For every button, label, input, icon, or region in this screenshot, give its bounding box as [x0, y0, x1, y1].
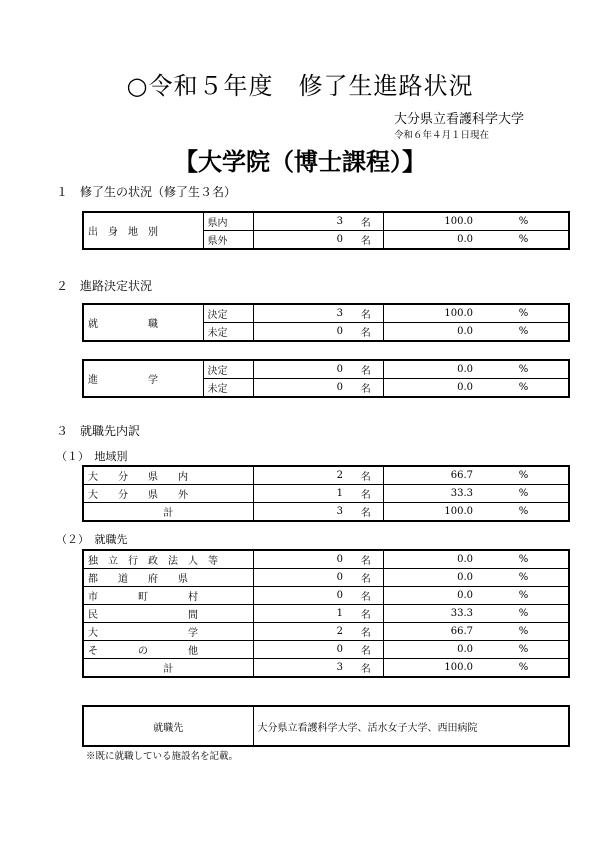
employer-row-label: 大 学: [83, 623, 253, 641]
region-count: 2: [253, 466, 349, 485]
employer-unit: 名: [349, 605, 383, 623]
employer-pct-unit: %: [479, 641, 569, 659]
origin-group-label: 出 身 地 別: [83, 212, 203, 249]
employer-pct: 0.0: [383, 587, 479, 605]
employer-pct: 33.3: [383, 605, 479, 623]
region-total-count: 3: [253, 503, 349, 522]
organization-name: 大分県立看護科学大学: [394, 112, 525, 127]
employer-count: 1: [253, 605, 349, 623]
employer-row-label: そ の 他: [83, 641, 253, 659]
employer-names-value: 大分県立看護科学大学、活水女子大学、西田病院: [253, 706, 569, 746]
region-pct-unit: %: [479, 466, 569, 485]
section2-title: ２ 進路決定状況: [56, 279, 153, 293]
region-total-label: 計: [83, 503, 253, 522]
footnote: ※既に就職している施設名を記載。: [86, 751, 239, 762]
employer-total-count: 3: [253, 659, 349, 678]
origin-unit: 名: [349, 231, 383, 250]
origin-count: 0: [253, 231, 349, 250]
employer-unit: 名: [349, 550, 383, 569]
employment-group-label: 就 職: [83, 304, 203, 341]
employment-table: [82, 303, 570, 342]
region-count: 1: [253, 485, 349, 503]
employment-count: 0: [253, 323, 349, 342]
employer-pct: 0.0: [383, 641, 479, 659]
employer-count: 0: [253, 641, 349, 659]
employer-total-label: 計: [83, 659, 253, 678]
employer-total-pct: 100.0: [383, 659, 479, 678]
further-study-unit: 名: [349, 360, 383, 379]
employer-count: 0: [253, 587, 349, 605]
employment-pct-unit: %: [479, 323, 569, 342]
further-study-pct-unit: %: [479, 379, 569, 398]
employer-pct: 66.7: [383, 623, 479, 641]
further-study-group-label: 進 学: [83, 360, 203, 397]
region-unit: 名: [349, 485, 383, 503]
employer-count: 0: [253, 569, 349, 587]
origin-pct-unit: %: [479, 212, 569, 231]
region-row-label: 大 分 県 内: [83, 466, 253, 485]
employer-pct-unit: %: [479, 623, 569, 641]
employer-subtitle: （２） 就職先: [56, 533, 128, 546]
origin-pct: 100.0: [383, 212, 479, 231]
program-heading: 【大学院（博士課程）】: [174, 148, 426, 176]
employer-pct-unit: %: [479, 550, 569, 569]
employer-unit: 名: [349, 641, 383, 659]
section1-title: １ 修了生の状況（修了生３名）: [56, 185, 237, 199]
employer-pct-unit: %: [479, 587, 569, 605]
further-study-count: 0: [253, 379, 349, 398]
employer-names-table: [82, 705, 570, 747]
employer-pct: 0.0: [383, 569, 479, 587]
employment-pct: 100.0: [383, 304, 479, 323]
origin-table: [82, 211, 570, 250]
origin-unit: 名: [349, 212, 383, 231]
employer-row-label: 独 立 行 政 法 人 等: [83, 550, 253, 569]
employer-count: 0: [253, 550, 349, 569]
employer-pct-unit: %: [479, 605, 569, 623]
employer-unit: 名: [349, 587, 383, 605]
region-total-pct-unit: %: [479, 503, 569, 522]
employment-pct-unit: %: [479, 304, 569, 323]
employer-row-label: 都 道 府 県: [83, 569, 253, 587]
region-total-pct: 100.0: [383, 503, 479, 522]
region-table: [82, 465, 570, 522]
region-row-label: 大 分 県 外: [83, 485, 253, 503]
employment-pct: 0.0: [383, 323, 479, 342]
origin-pct-unit: %: [479, 231, 569, 250]
region-total-unit: 名: [349, 503, 383, 522]
employer-total-pct-unit: %: [479, 659, 569, 678]
further-study-row-label: 決定: [203, 360, 253, 379]
region-pct-unit: %: [479, 485, 569, 503]
region-subtitle: （１） 地域別: [56, 450, 128, 463]
employment-unit: 名: [349, 323, 383, 342]
employer-table: [82, 549, 570, 678]
employer-pct: 0.0: [383, 550, 479, 569]
region-unit: 名: [349, 466, 383, 485]
further-study-unit: 名: [349, 379, 383, 398]
region-pct: 33.3: [383, 485, 479, 503]
further-study-pct: 0.0: [383, 379, 479, 398]
further-study-row-label: 未定: [203, 379, 253, 398]
employer-unit: 名: [349, 623, 383, 641]
origin-pct: 0.0: [383, 231, 479, 250]
employment-row-label: 未定: [203, 323, 253, 342]
employer-total-unit: 名: [349, 659, 383, 678]
further-study-pct-unit: %: [479, 360, 569, 379]
employer-row-label: 民 間: [83, 605, 253, 623]
employer-pct-unit: %: [479, 569, 569, 587]
further-study-table: [82, 359, 570, 398]
employer-names-label: 就職先: [83, 706, 253, 746]
employer-row-label: 市 町 村: [83, 587, 253, 605]
employment-unit: 名: [349, 304, 383, 323]
origin-count: 3: [253, 212, 349, 231]
region-pct: 66.7: [383, 466, 479, 485]
employment-row-label: 決定: [203, 304, 253, 323]
further-study-pct: 0.0: [383, 360, 479, 379]
section3-title: ３ 就職先内訳: [56, 424, 141, 438]
origin-row-label: 県内: [203, 212, 253, 231]
employer-count: 2: [253, 623, 349, 641]
page-title: ○令和５年度 修了生進路状況: [126, 72, 474, 100]
as-of-date: 令和６年４月１日現在: [394, 130, 490, 141]
employer-unit: 名: [349, 569, 383, 587]
origin-row-label: 県外: [203, 231, 253, 250]
employment-count: 3: [253, 304, 349, 323]
further-study-count: 0: [253, 360, 349, 379]
